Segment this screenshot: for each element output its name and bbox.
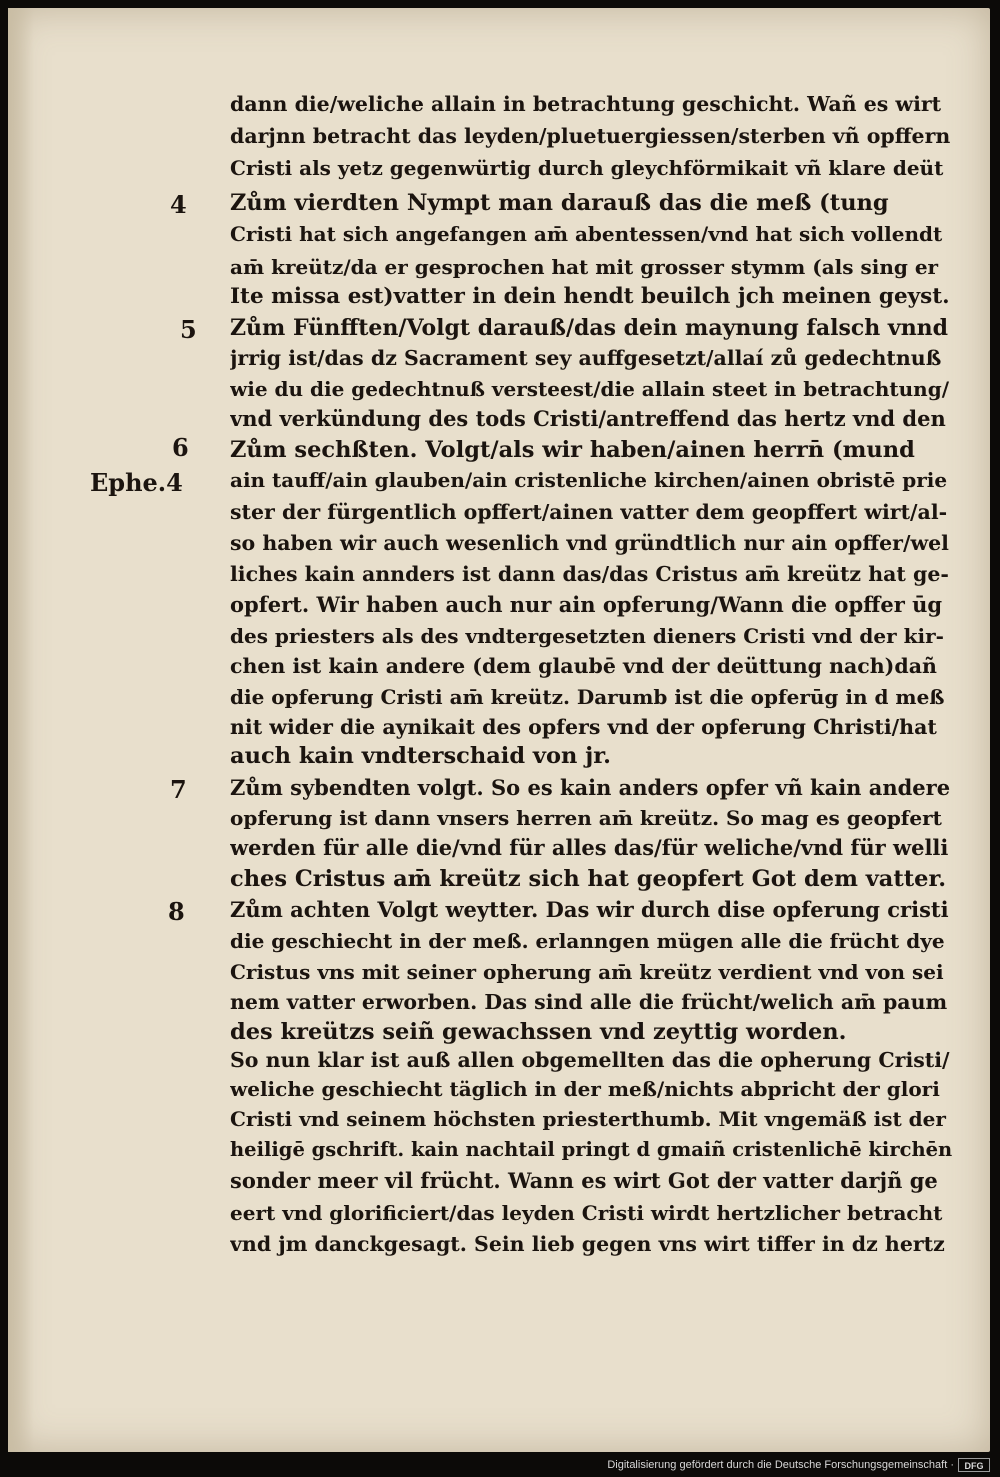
text-line: die opferung Cristi am̄ kreütz. Darumb ist die opferūg in d meß: [230, 685, 945, 709]
text-line: Zům vierdten Nympt man darauß das die meß (tung: [230, 190, 889, 216]
text-line: nit wider die aynikait des opfers vnd der opferung Christi/hat: [230, 715, 937, 739]
text-line: heiligē gschrift. kain nachtail pringt d gmaiñ cristenlichē kirchēn: [230, 1138, 952, 1161]
text-line: liches kain annders ist dann das/das Cristus am̄ kreütz hat ge-: [230, 562, 949, 586]
text-line: Zům Fünfften/Volgt darauß/das dein maynung falsch vnnd: [230, 315, 949, 341]
margin-number: 5: [180, 315, 197, 344]
text-line: des kreützs seiñ gewachssen vnd zeyttig worden.: [230, 1019, 847, 1045]
text-line: sonder meer vil frücht. Wann es wirt Got der vatter darjñ ge: [230, 1168, 938, 1193]
text-line: wie du die gedechtnuß versteest/die allain steet in betrachtung/: [230, 377, 950, 401]
text-line: weliche geschiecht täglich in der meß/nichts abpricht der glori: [230, 1077, 940, 1101]
footer-credit: Digitalisierung gefördert durch die Deutsche Forschungsgemeinschaft ·: [607, 1459, 954, 1471]
text-line: vnd verkündung des tods Cristi/antreffend das hertz vnd den: [230, 406, 946, 431]
margin-reference: Ephe.4: [90, 468, 183, 497]
text-line: nem vatter erworben. Das sind alle die frücht/welich am̄ paum: [230, 990, 948, 1014]
text-line: Ite missa est)vatter in dein hendt beuilch jch meinen geyst.: [230, 284, 950, 309]
text-line: ches Cristus am̄ kreütz sich hat geopfert Got dem vatter.: [230, 866, 947, 892]
text-line: Zům sechßten. Volgt/als wir haben/ainen herrn̄ (mund: [230, 437, 915, 463]
margin-number: 7: [170, 775, 187, 804]
text-line: Zům sybendten volgt. So es kain anders opfer vñ kain andere: [230, 775, 951, 800]
text-line: auch kain vndterschaid von jr.: [230, 743, 611, 769]
margin-number: 4: [170, 190, 187, 219]
text-line: vnd jm danckgesagt. Sein lieb gegen vns wirt tiffer in dz hertz: [230, 1232, 945, 1256]
text-line: jrrig ist/das dz Sacrament sey auffgesetzt/allaí zů gedechtnuß: [230, 346, 942, 370]
margin-number: 8: [168, 897, 185, 926]
dfg-logo: DFG: [958, 1458, 990, 1472]
text-line: die geschiecht in der meß. erlanngen mügen alle die frücht dye: [230, 929, 945, 953]
text-line: am̄ kreütz/da er gesprochen hat mit grosser stymm (als sing er: [230, 255, 939, 279]
text-line: eert vnd glorificiert/das leyden Cristi wirdt hertzlicher betracht: [230, 1201, 943, 1225]
text-line: Cristi hat sich angefangen am̄ abentessen/vnd hat sich vollendt: [230, 222, 943, 246]
text-line: des priesters als des vndtergesetzten dieners Cristi vnd der kir-: [230, 624, 944, 648]
text-line: ster der fürgentlich opffert/ainen vatter dem geopffert wirt/al-: [230, 500, 948, 524]
text-line: dann die/weliche allain in betrachtung geschicht. Wañ es wirt: [230, 92, 942, 116]
text-line: ain tauff/ain glauben/ain cristenliche kirchen/ainen obristē prie: [230, 468, 948, 492]
text-line: darjnn betracht das leyden/pluetuergiessen/sterben vñ opffern: [230, 124, 951, 148]
text-line: Zům achten Volgt weytter. Das wir durch dise opferung cristi: [230, 897, 949, 922]
text-line: So nun klar ist auß allen obgemellten das die opherung Cristi/: [230, 1048, 950, 1072]
text-line: Cristi vnd seinem höchsten priesterthumb. Mit vngemäß ist der: [230, 1107, 946, 1131]
text-line: Cristi als yetz gegenwürtig durch gleychförmikait vñ klare deüt: [230, 156, 944, 180]
text-line: so haben wir auch wesenlich vnd gründtlich nur ain opffer/wel: [230, 531, 949, 555]
text-line: opferung ist dann vnsers herren am̄ kreütz. So mag es geopfert: [230, 806, 942, 830]
text-line: chen ist kain andere (dem glaubē vnd der deüttung nach)dañ: [230, 654, 937, 678]
margin-number: 6: [172, 433, 189, 462]
text-line: werden für alle die/vnd für alles das/für weliche/vnd für welli: [230, 835, 949, 860]
text-line: Cristus vns mit seiner opherung am̄ kreütz verdient vnd von sei: [230, 960, 944, 984]
text-line: opfert. Wir haben auch nur ain opferung/Wann die opffer ūg: [230, 592, 943, 617]
